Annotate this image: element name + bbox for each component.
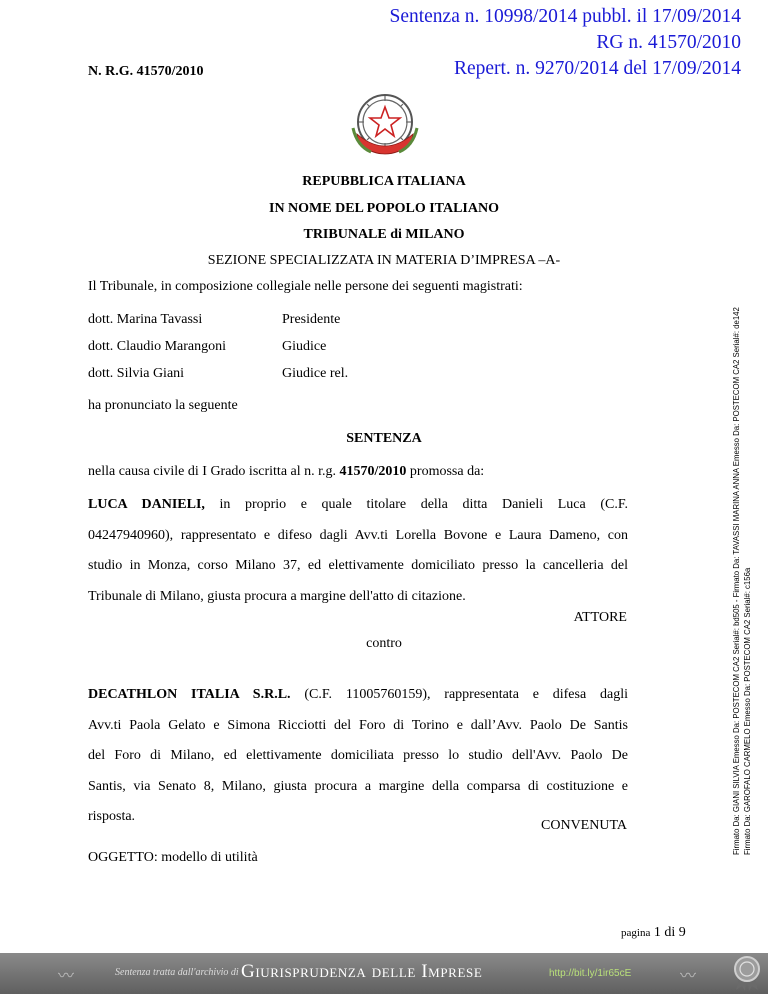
causa-number: 41570/2010 bbox=[339, 464, 407, 479]
page-number bbox=[621, 925, 686, 941]
attore-paragraph bbox=[88, 490, 628, 612]
signature-line: Firmato Da: GIANI SILVIA Emesso Da: POSTECOM CA2 Serial#: bd505 - Firmato Da: TAVASSI MARINA ANNA Emesso Da: POSTECOM CA2 Serial#: de142 bbox=[732, 307, 741, 855]
judge-name: dott. Claudio Marangoni bbox=[88, 339, 227, 354]
title-tribunale: TRIBUNALE di MILANO bbox=[303, 227, 465, 242]
convenuta-line: risposta. bbox=[88, 809, 136, 824]
attore-name: LUCA DANIELI, bbox=[88, 497, 205, 512]
sentenza-heading: SENTENZA bbox=[346, 431, 422, 446]
page-count: 1 di 9 bbox=[653, 925, 686, 940]
attore-line bbox=[88, 490, 628, 521]
intro-text: Il Tribunale, in composizione collegiale nelle persone dei seguenti magistrati: bbox=[88, 279, 523, 294]
judge-role: Giudice rel. bbox=[282, 366, 349, 381]
rg-number: N. R.G. 41570/2010 bbox=[88, 64, 204, 79]
judge-role: Giudice bbox=[282, 339, 327, 354]
footer-brand: Giurisprudenza delle Imprese bbox=[241, 961, 483, 982]
attore-label: ATTORE bbox=[573, 610, 627, 625]
award-badge-icon bbox=[730, 955, 764, 991]
footer-banner bbox=[0, 953, 768, 994]
italian-republic-emblem bbox=[345, 88, 425, 162]
judge-name: dott. Silvia Giani bbox=[88, 366, 185, 381]
oggetto-text: OGGETTO: modello di utilità bbox=[88, 850, 258, 865]
causa-prefix: nella causa civile di I Grado iscritta al n. r.g. bbox=[88, 464, 340, 479]
convenuta-label: CONVENUTA bbox=[541, 818, 627, 833]
signature-line: Firmato Da: GAROFALO CARMELO Emesso Da: POSTECOM CA2 Serial#: c156a bbox=[743, 567, 752, 855]
ornament-icon: 〰 bbox=[680, 968, 697, 985]
judge-role: Presidente bbox=[282, 312, 341, 327]
signature-strip bbox=[720, 307, 768, 860]
stamp-repertorio: Repert. n. 9270/2014 del 17/09/2014 bbox=[453, 58, 741, 79]
contro-text: contro bbox=[366, 636, 402, 651]
convenuta-line bbox=[88, 680, 628, 711]
page-label: pagina bbox=[621, 927, 651, 939]
title-popolo: IN NOME DEL POPOLO ITALIANO bbox=[269, 201, 499, 216]
convenuta-text: (C.F. 11005760159), rappresentata e difesa dagli bbox=[290, 687, 628, 702]
ornament-icon: 〰 bbox=[58, 968, 75, 985]
stamp-sentenza: Sentenza n. 10998/2014 pubbl. il 17/09/2014 bbox=[389, 6, 741, 27]
publication-stamp bbox=[389, 4, 741, 82]
pronounced-text: ha pronunciato la seguente bbox=[88, 398, 238, 413]
stamp-rg: RG n. 41570/2010 bbox=[596, 32, 741, 53]
convenuta-line: Avv.ti Paola Gelato e Simona Ricciotti del Foro di Torino e dall’Avv. Paolo De Santis bbox=[88, 717, 628, 733]
convenuta-line: del Foro di Milano, ed elettivamente domiciliata presso lo studio dell'Avv. Paolo De bbox=[88, 748, 628, 763]
attore-line: 04247940960), rappresentato e difeso dagli Avv.ti Lorella Bovone e Laura Dameno, con bbox=[88, 527, 628, 543]
judge-name: dott. Marina Tavassi bbox=[88, 312, 203, 327]
convenuta-paragraph bbox=[88, 680, 628, 833]
title-repubblica: REPUBBLICA ITALIANA bbox=[302, 174, 466, 189]
footer-prefix: Sentenza tratta dall'archivio di bbox=[115, 967, 239, 978]
title-sezione: SEZIONE SPECIALIZZATA IN MATERIA D’IMPRESA –A- bbox=[207, 253, 561, 268]
convenuta-name: DECATHLON ITALIA S.R.L. bbox=[88, 687, 291, 702]
convenuta-line: Santis, via Senato 8, Milano, giusta procura a margine della comparsa di costituzione e bbox=[88, 778, 628, 794]
attore-text: in proprio e quale titolare della ditta Danieli Luca (C.F. bbox=[204, 497, 628, 512]
attore-line: studio in Monza, corso Milano 37, ed elettivamente domiciliato presso la cancelleria del bbox=[88, 558, 628, 573]
footer-link[interactable]: http://bit.ly/1ir65cE bbox=[549, 968, 632, 979]
attore-line: Tribunale di Milano, giusta procura a margine dell'atto di citazione. bbox=[88, 588, 466, 604]
causa-suffix: promossa da: bbox=[406, 464, 485, 479]
causa-line bbox=[88, 464, 484, 480]
